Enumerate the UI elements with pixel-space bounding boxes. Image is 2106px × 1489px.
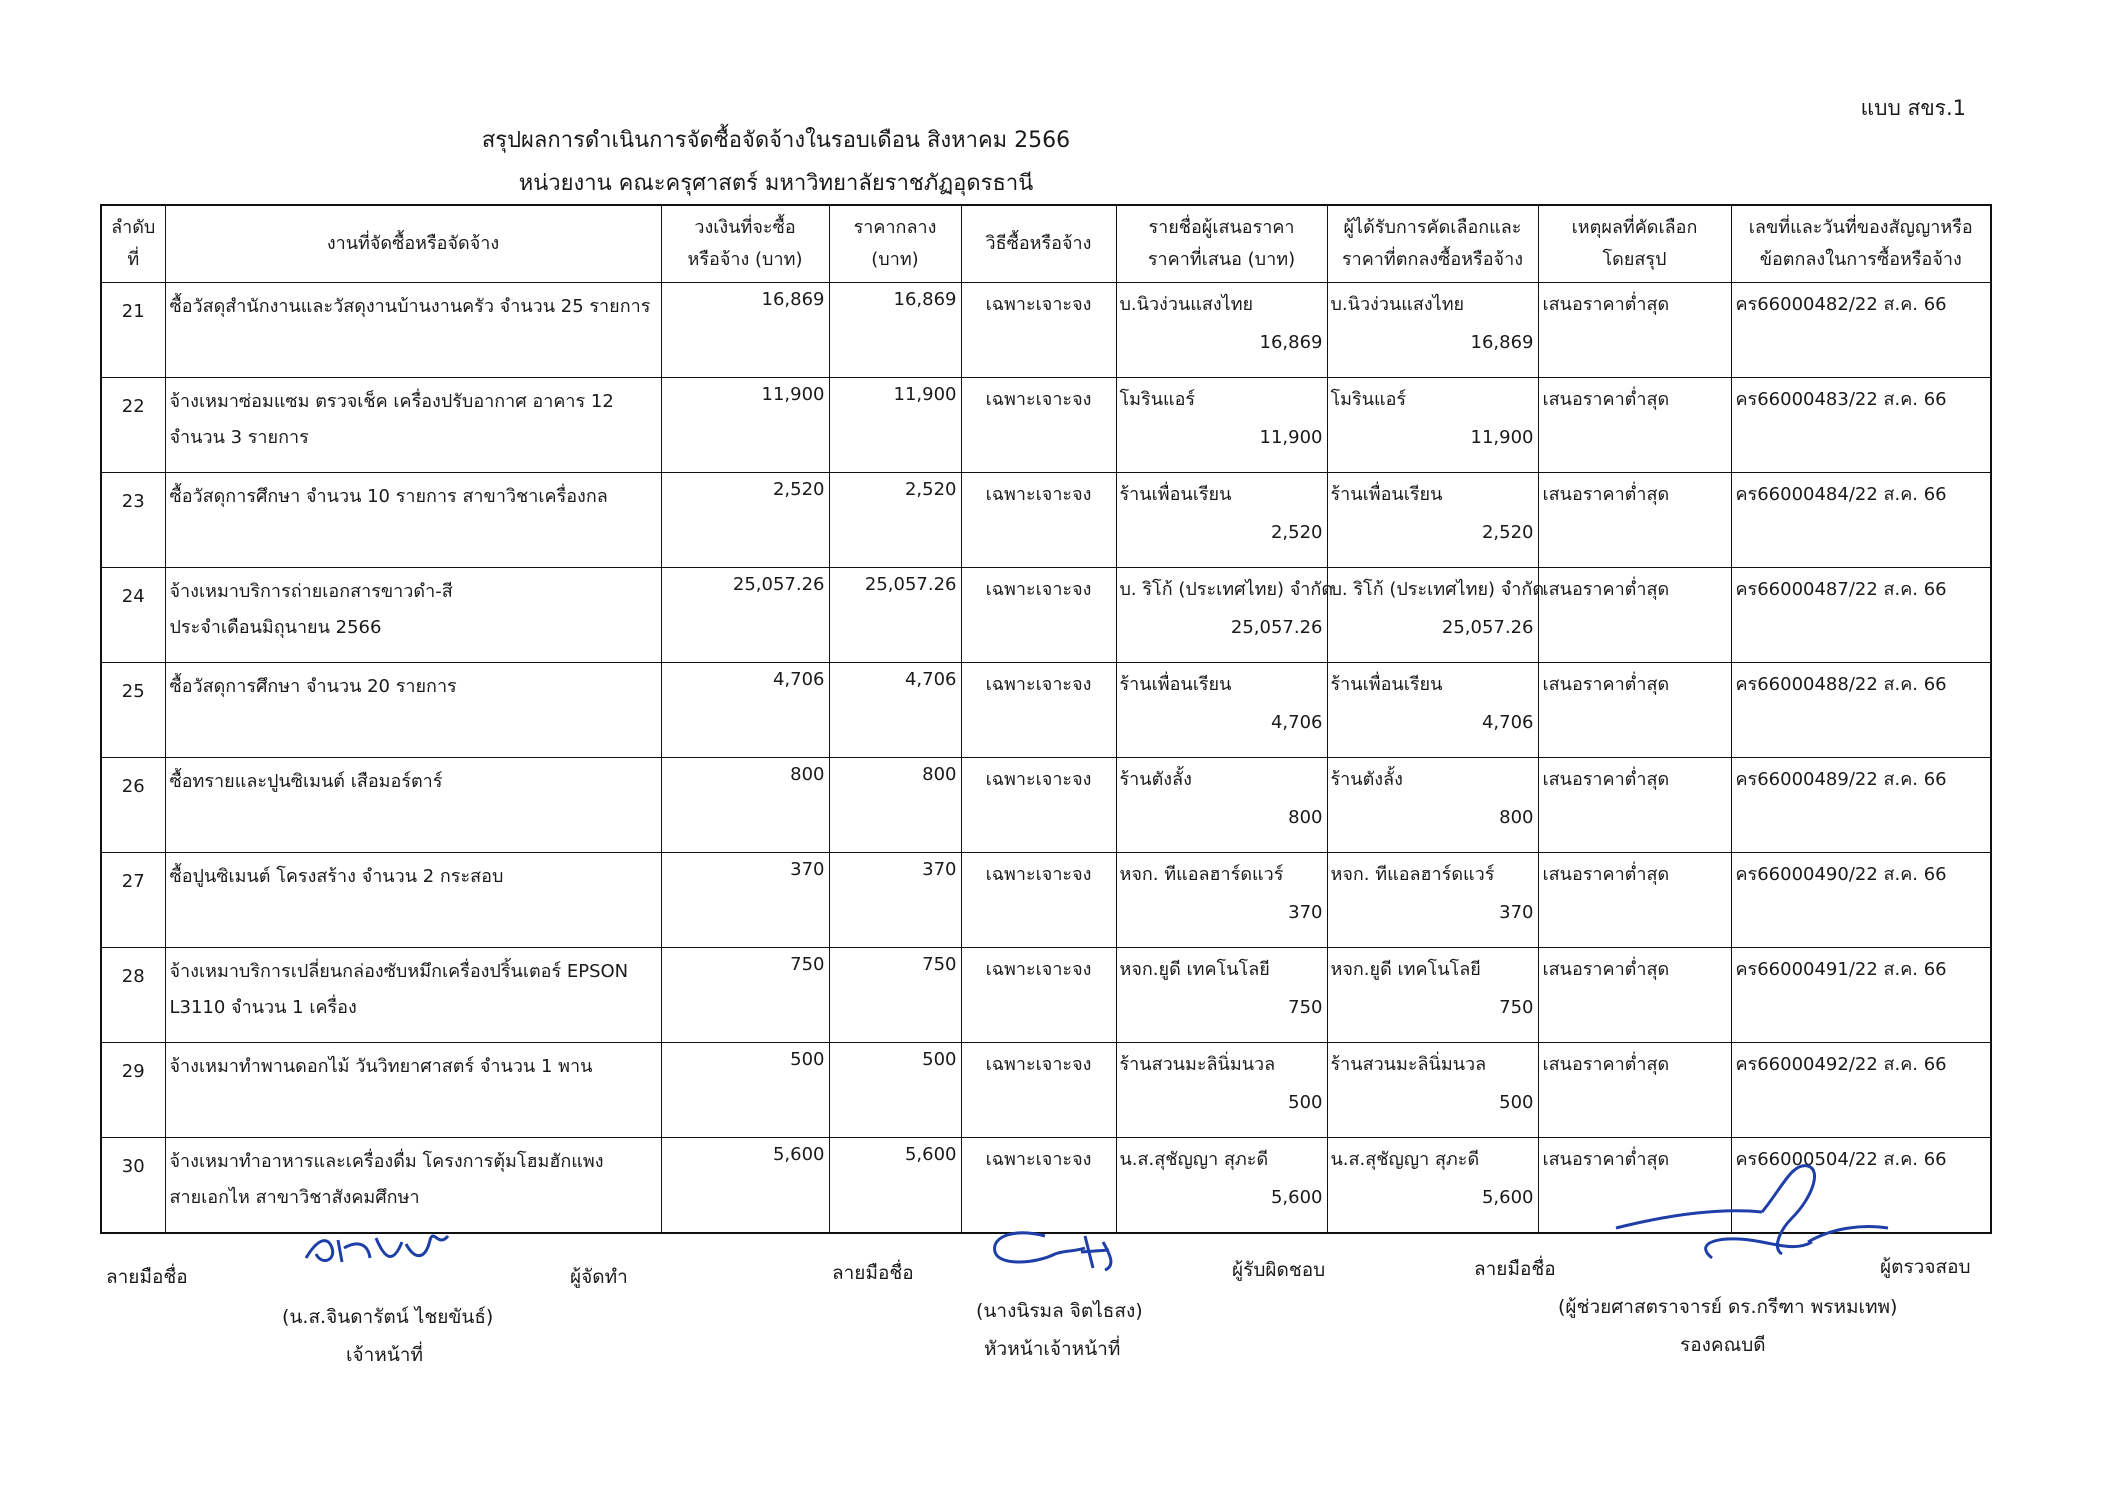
cell-median-price: 2,520 <box>829 473 961 568</box>
bidder-name: ร้านเพื่อนเรียน <box>1119 674 1232 695</box>
cell-winner <box>1327 1138 1538 1234</box>
win-price: 5,600 <box>1481 1187 1534 1208</box>
cell-bidder <box>1116 853 1327 948</box>
cell-bidder <box>1116 283 1327 378</box>
cell-task <box>165 758 661 853</box>
table-row <box>101 473 1991 568</box>
document-subtitle: หน่วยงาน คณะครุศาสตร์ มหาวิทยาลัยราชภัฏอุดรธานี <box>518 171 1034 196</box>
task-line: จ้างเหมาบริการถ่ายเอกสารขาวดำ-สี <box>169 581 453 602</box>
cell-winner <box>1327 283 1538 378</box>
cell-task <box>165 568 661 663</box>
table-row <box>101 948 1991 1043</box>
win-price: 2,520 <box>1481 522 1534 543</box>
winner-name: หจก. ทีแอลฮาร์ดแวร์ <box>1330 864 1495 885</box>
signature-label-1: ลายมือชื่อ <box>106 1266 188 1288</box>
cell-contract: คร66000482/22 ส.ค. 66 <box>1731 283 1991 378</box>
task-line: จ้างเหมาทำพานดอกไม้ วันวิทยาศาสตร์ จำนวน 1 พาน <box>169 1056 593 1077</box>
cell-method: เฉพาะเจาะจง <box>961 1043 1116 1138</box>
bidder-name: ร้านตังลั้ง <box>1119 769 1192 790</box>
cell-no: 27 <box>101 853 165 948</box>
bidder-name: บ. ริโก้ (ประเทศไทย) จำกัด <box>1119 579 1334 600</box>
winner-name: โมรินแอร์ <box>1330 389 1407 410</box>
signature-position-3: รองคณบดี <box>1680 1334 1766 1356</box>
cell-task <box>165 1043 661 1138</box>
cell-median-price: 800 <box>829 758 961 853</box>
cell-winner <box>1327 853 1538 948</box>
header-reason: เหตุผลที่คัดเลือก โดยสรุป <box>1538 205 1731 283</box>
bid-price: 750 <box>1288 997 1323 1018</box>
header-median-price: ราคากลาง (บาท) <box>829 205 961 283</box>
cell-method: เฉพาะเจาะจง <box>961 568 1116 663</box>
winner-name: บ.นิวง่วนแสงไทย <box>1330 294 1465 315</box>
task-line: จ้างเหมาทำอาหารและเครื่องดื่ม โครงการตุ้มโฮมฮักแพง <box>169 1151 604 1172</box>
bid-price: 16,869 <box>1259 332 1323 353</box>
table-header-row <box>101 205 1991 283</box>
bidder-name: ร้านเพื่อนเรียน <box>1119 484 1232 505</box>
cell-bidder <box>1116 1043 1327 1138</box>
cell-contract: คร66000488/22 ส.ค. 66 <box>1731 663 1991 758</box>
bid-price: 11,900 <box>1259 427 1323 448</box>
win-price: 750 <box>1499 997 1534 1018</box>
cell-bidder <box>1116 568 1334 663</box>
signature-position-2: หัวหน้าเจ้าหน้าที่ <box>984 1338 1121 1360</box>
header-bidders: รายชื่อผู้เสนอราคา ราคาที่เสนอ (บาท) <box>1116 205 1327 283</box>
win-price: 25,057.26 <box>1441 617 1534 638</box>
cell-budget: 5,600 <box>661 1138 829 1234</box>
task-line: จำนวน 3 รายการ <box>169 427 309 448</box>
cell-no: 23 <box>101 473 165 568</box>
signature-position-1: เจ้าหน้าที่ <box>346 1344 424 1366</box>
cell-contract: คร66000483/22 ส.ค. 66 <box>1731 378 1991 473</box>
winner-name: ร้านเพื่อนเรียน <box>1330 674 1443 695</box>
cell-method: เฉพาะเจาะจง <box>961 283 1116 378</box>
task-line: L3110 จำนวน 1 เครื่อง <box>169 997 357 1018</box>
winner-name: ร้านเพื่อนเรียน <box>1330 484 1443 505</box>
task-line: จ้างเหมาบริการเปลี่ยนกล่องซับหมึกเครื่องปริ้นเตอร์ EPSON <box>169 961 629 982</box>
bidder-name: ร้านสวนมะลินิ่มนวล <box>1119 1054 1276 1075</box>
cell-bidder <box>1116 948 1327 1043</box>
cell-reason: เสนอราคาต่ำสุด <box>1538 568 1731 663</box>
cell-method: เฉพาะเจาะจง <box>961 378 1116 473</box>
cell-no: 26 <box>101 758 165 853</box>
cell-median-price: 370 <box>829 853 961 948</box>
header-no: ลำดับ ที่ <box>101 205 165 283</box>
signature-role-1: ผู้จัดทำ <box>570 1266 628 1288</box>
cell-bidder <box>1116 758 1327 853</box>
cell-budget: 4,706 <box>661 663 829 758</box>
table-row <box>101 853 1991 948</box>
win-price: 370 <box>1499 902 1534 923</box>
header-method: วิธีซื้อหรือจ้าง <box>961 205 1116 283</box>
bid-price: 2,520 <box>1270 522 1323 543</box>
cell-no: 22 <box>101 378 165 473</box>
header-winner: ผู้ได้รับการคัดเลือกและ ราคาที่ตกลงซื้อหรือจ้าง <box>1327 205 1538 283</box>
cell-method: เฉพาะเจาะจง <box>961 473 1116 568</box>
header-contract: เลขที่และวันที่ของสัญญาหรือ ข้อตกลงในการซื้อหรือจ้าง <box>1731 205 1991 283</box>
cell-winner <box>1327 378 1538 473</box>
win-price: 16,869 <box>1470 332 1534 353</box>
cell-bidder <box>1116 473 1327 568</box>
cell-task <box>165 283 661 378</box>
bid-price: 4,706 <box>1270 712 1323 733</box>
cell-reason: เสนอราคาต่ำสุด <box>1538 1043 1731 1138</box>
bid-price: 500 <box>1288 1092 1323 1113</box>
signature-name-3: (ผู้ช่วยศาสตราจารย์ ดร.กรีฑา พรหมเทพ) <box>1558 1296 1898 1318</box>
cell-method: เฉพาะเจาะจง <box>961 853 1116 948</box>
cell-method: เฉพาะเจาะจง <box>961 1138 1116 1234</box>
signature-mark-1 <box>298 1218 458 1278</box>
cell-winner <box>1327 758 1538 853</box>
cell-budget: 500 <box>661 1043 829 1138</box>
cell-no: 24 <box>101 568 165 663</box>
cell-reason: เสนอราคาต่ำสุด <box>1538 1138 1731 1234</box>
cell-contract: คร66000492/22 ส.ค. 66 <box>1731 1043 1991 1138</box>
form-code: แบบ สขร.1 <box>1860 96 1966 120</box>
signature-role-3: ผู้ตรวจสอบ <box>1880 1256 1971 1278</box>
signature-label-2: ลายมือชื่อ <box>832 1262 914 1284</box>
cell-budget: 800 <box>661 758 829 853</box>
task-line: ซื้อวัสดุการศึกษา จำนวน 10 รายการ สาขาวิชาเครื่องกล <box>169 486 608 507</box>
document-title: สรุปผลการดำเนินการจัดซื้อจัดจ้างในรอบเดือน สิงหาคม 2566 <box>481 128 1071 153</box>
cell-reason: เสนอราคาต่ำสุด <box>1538 948 1731 1043</box>
cell-no: 30 <box>101 1138 165 1234</box>
signature-label-3: ลายมือชื่อ <box>1474 1258 1556 1280</box>
cell-winner <box>1327 473 1538 568</box>
cell-method: เฉพาะเจาะจง <box>961 758 1116 853</box>
cell-median-price: 25,057.26 <box>829 568 961 663</box>
cell-task <box>165 948 661 1043</box>
cell-bidder <box>1116 378 1327 473</box>
table-row <box>101 378 1991 473</box>
signature-mark-2 <box>985 1222 1145 1282</box>
winner-name: ร้านสวนมะลินิ่มนวล <box>1330 1054 1487 1075</box>
cell-method: เฉพาะเจาะจง <box>961 663 1116 758</box>
table-row <box>101 663 1991 758</box>
bidder-name: หจก.ยูดี เทคโนโลยี <box>1119 959 1270 980</box>
cell-no: 28 <box>101 948 165 1043</box>
table-row <box>101 568 1991 663</box>
cell-budget: 370 <box>661 853 829 948</box>
winner-name: ร้านตังลั้ง <box>1330 769 1403 790</box>
table-row <box>101 283 1991 378</box>
cell-reason: เสนอราคาต่ำสุด <box>1538 283 1731 378</box>
bid-price: 800 <box>1288 807 1323 828</box>
cell-task <box>165 473 661 568</box>
task-line: ซื้อวัสดุสำนักงานและวัสดุงานบ้านงานครัว จำนวน 25 รายการ <box>169 296 651 317</box>
cell-reason: เสนอราคาต่ำสุด <box>1538 758 1731 853</box>
cell-budget: 11,900 <box>661 378 829 473</box>
cell-contract: คร66000491/22 ส.ค. 66 <box>1731 948 1991 1043</box>
cell-reason: เสนอราคาต่ำสุด <box>1538 853 1731 948</box>
winner-name: หจก.ยูดี เทคโนโลยี <box>1330 959 1481 980</box>
cell-contract: คร66000504/22 ส.ค. 66 <box>1731 1138 1991 1234</box>
task-line: ซื้อปูนซิเมนต์ โครงสร้าง จำนวน 2 กระสอบ <box>169 866 504 887</box>
cell-contract: คร66000484/22 ส.ค. 66 <box>1731 473 1991 568</box>
cell-bidder <box>1116 1138 1327 1234</box>
table-row <box>101 758 1991 853</box>
win-price: 11,900 <box>1470 427 1534 448</box>
win-price: 4,706 <box>1481 712 1534 733</box>
cell-reason: เสนอราคาต่ำสุด <box>1538 663 1731 758</box>
bidder-name: บ.นิวง่วนแสงไทย <box>1119 294 1254 315</box>
cell-winner <box>1327 663 1538 758</box>
cell-budget: 2,520 <box>661 473 829 568</box>
winner-name: น.ส.สุชัญญา สุภะดี <box>1330 1149 1480 1170</box>
signature-role-2: ผู้รับผิดชอบ <box>1232 1259 1326 1281</box>
task-line: ประจำเดือนมิถุนายน 2566 <box>169 617 382 638</box>
cell-median-price: 11,900 <box>829 378 961 473</box>
bid-price: 5,600 <box>1270 1187 1323 1208</box>
cell-bidder <box>1116 663 1327 758</box>
bidder-name: น.ส.สุชัญญา สุภะดี <box>1119 1149 1269 1170</box>
header-budget: วงเงินที่จะซื้อ หรือจ้าง (บาท) <box>661 205 829 283</box>
bidder-name: โมรินแอร์ <box>1119 389 1196 410</box>
cell-budget: 25,057.26 <box>661 568 829 663</box>
header-task: งานที่จัดซื้อหรือจัดจ้าง <box>165 205 661 283</box>
cell-winner <box>1327 568 1545 663</box>
cell-reason: เสนอราคาต่ำสุด <box>1538 378 1731 473</box>
bidder-name: หจก. ทีแอลฮาร์ดแวร์ <box>1119 864 1284 885</box>
cell-median-price: 5,600 <box>829 1138 961 1234</box>
cell-task <box>165 663 661 758</box>
cell-no: 29 <box>101 1043 165 1138</box>
cell-method: เฉพาะเจาะจง <box>961 948 1116 1043</box>
cell-winner <box>1327 948 1538 1043</box>
cell-no: 25 <box>101 663 165 758</box>
cell-budget: 16,869 <box>661 283 829 378</box>
cell-winner <box>1327 1043 1538 1138</box>
task-line: ซื้อวัสดุการศึกษา จำนวน 20 รายการ <box>169 676 457 697</box>
cell-task <box>165 378 661 473</box>
task-line: จ้างเหมาซ่อมแซม ตรวจเช็ค เครื่องปรับอากาศ อาคาร 12 <box>169 391 614 412</box>
cell-median-price: 750 <box>829 948 961 1043</box>
cell-task <box>165 853 661 948</box>
win-price: 500 <box>1499 1092 1534 1113</box>
bid-price: 25,057.26 <box>1230 617 1323 638</box>
cell-contract: คร66000487/22 ส.ค. 66 <box>1731 568 1991 663</box>
cell-budget: 750 <box>661 948 829 1043</box>
signature-mark-3 <box>1612 1158 1892 1278</box>
win-price: 800 <box>1499 807 1534 828</box>
cell-reason: เสนอราคาต่ำสุด <box>1538 473 1731 568</box>
cell-median-price: 16,869 <box>829 283 961 378</box>
bid-price: 370 <box>1288 902 1323 923</box>
signature-name-1: (น.ส.จินดารัตน์ ไชยขันธ์) <box>282 1306 494 1328</box>
cell-contract: คร66000490/22 ส.ค. 66 <box>1731 853 1991 948</box>
winner-name: บ. ริโก้ (ประเทศไทย) จำกัด <box>1330 579 1545 600</box>
cell-median-price: 500 <box>829 1043 961 1138</box>
task-line: สายเอกไห สาขาวิชาสังคมศึกษา <box>169 1187 420 1208</box>
table-row <box>101 1043 1991 1138</box>
cell-contract: คร66000489/22 ส.ค. 66 <box>1731 758 1991 853</box>
cell-no: 21 <box>101 283 165 378</box>
task-line: ซื้อทรายและปูนซิเมนต์ เสือมอร์ตาร์ <box>169 771 443 792</box>
procurement-summary-table <box>100 204 1992 1234</box>
cell-median-price: 4,706 <box>829 663 961 758</box>
signature-name-2: (นางนิรมล จิตไธสง) <box>976 1300 1143 1322</box>
